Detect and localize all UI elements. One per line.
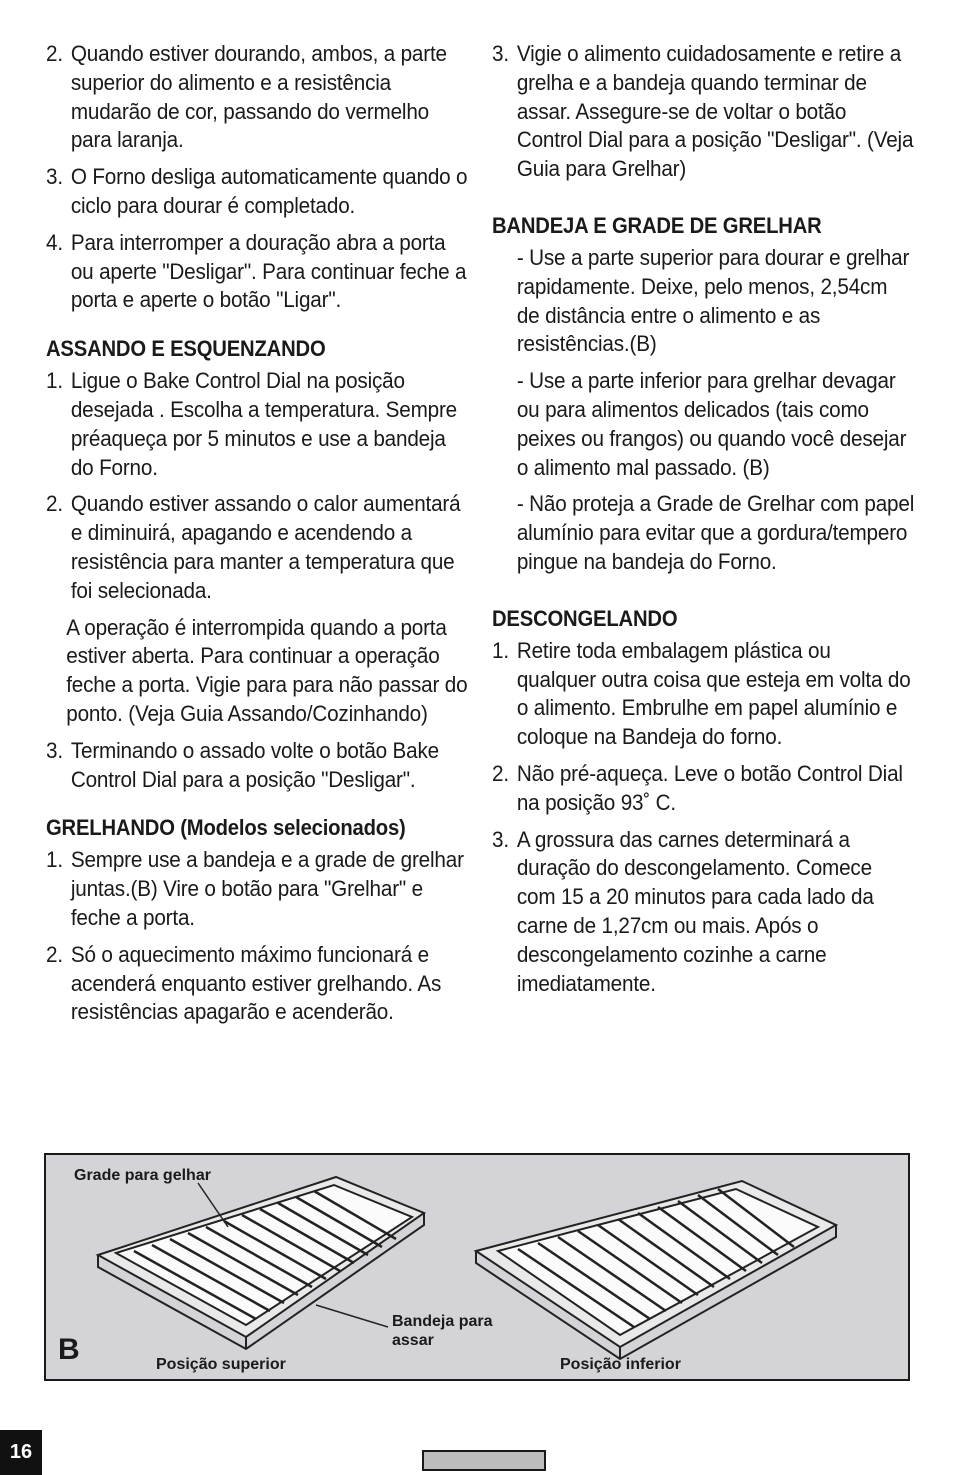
label-bandeja-line2: assar <box>392 1332 434 1349</box>
list-item: - Use a parte superior para dourar e grelhar rapidamente. Deixe, pelo menos, 2,54cm de distância entre o alimento e as resistências.(B) <box>516 244 910 357</box>
item-number: 2. <box>46 941 63 967</box>
list-item <box>46 40 469 155</box>
right-column <box>492 40 915 1006</box>
item-text: Vigie o alimento cuidadosamente e retire a grelha e a bandeja quando terminar de assar. Assegure-se de voltar o botão Control Dial para a posição "Desligar". (Veja Guia para Grelhar) <box>516 41 914 182</box>
label-posicao-superior: Posição superior <box>156 1356 286 1373</box>
label-grade: Grade para gelhar <box>74 1167 211 1184</box>
section-heading-assando: ASSANDO E ESQUENZANDO <box>46 336 326 362</box>
item-text: Sempre use a bandeja e a grade de grelhar juntas.(B) Vire o botão para "Grelhar" e feche a porta. <box>70 847 464 930</box>
list-item <box>492 40 915 184</box>
section-heading-grelhando: GRELHANDO (Modelos selecionados) <box>46 815 406 841</box>
assando-note: A operação é interrompida quando a porta estiver aberta. Para continuar a operação feche a porta. Vigie para para não passar do ponto. (Veja Guia Assando/Cozinhando) <box>66 614 468 726</box>
item-text: O Forno desliga automaticamente quando o ciclo para dourar é completado. <box>70 164 468 218</box>
list-item <box>492 637 915 752</box>
item-text: Ligue o Bake Control Dial na posição desejada . Escolha a temperatura. Sempre préaqueça por 5 minutos e use a bandeja do Forno. <box>70 368 458 480</box>
figure-letter: B <box>58 1333 80 1366</box>
list-item: - Não proteja a Grade de Grelhar com papel alumínio para evitar que a gordura/tempero pingue na bandeja do Forno. <box>516 491 915 574</box>
section-heading-descongelando: DESCONGELANDO <box>492 605 678 631</box>
item-text: Quando estiver dourando, ambos, a parte superior do alimento e a resistência mudarão de cor, passando do vermelho para laranja. <box>70 41 447 153</box>
item-text: Só o aquecimento máximo funcionará e acenderá enquanto estiver grelhando. As resistências apagarão e acenderão. <box>70 941 442 1025</box>
left-column <box>46 40 469 1035</box>
page-number: 16 <box>0 1430 42 1475</box>
item-number: 3. <box>46 737 63 763</box>
section-heading-bandeja: BANDEJA E GRADE DE GRELHAR <box>492 212 822 238</box>
list-item <box>46 846 469 932</box>
item-number: 2. <box>46 491 63 517</box>
bottom-marker-box <box>422 1450 546 1471</box>
figure-broil-rack <box>44 1153 910 1381</box>
item-number: 3. <box>46 164 63 190</box>
item-text: Quando estiver assando o calor aumentará e diminuirá, apagando e acendendo a resistência para manter a temperatura que foi selecionada. <box>70 491 461 603</box>
list-item <box>492 760 915 818</box>
item-number: 2. <box>46 41 63 66</box>
list-item: - Use a parte inferior para grelhar devagar ou para alimentos delicados (tais como peixes ou frangos) ou quando você desejar o alimento mal passado. (B) <box>516 368 907 480</box>
list-item <box>46 737 469 795</box>
rack-inferior-illustration <box>476 1181 836 1359</box>
list-item <box>46 367 469 482</box>
label-bandeja-line1: Bandeja para <box>392 1313 493 1330</box>
item-number: 2. <box>492 760 509 786</box>
list-item <box>46 163 469 221</box>
item-text: Não pré-aqueça. Leve o botão Control Dial na posição 93˚ C. <box>516 760 903 815</box>
item-number: 1. <box>492 637 509 663</box>
list-item <box>46 490 469 605</box>
label-posicao-inferior: Posição inferior <box>560 1356 681 1373</box>
item-text: Retire toda embalagem plástica ou qualquer outra coisa que esteja em volta do o alimento. Embrulhe em papel alumínio e coloque na Bandeja do forno. <box>516 637 911 750</box>
item-number: 4. <box>46 229 63 255</box>
leader-line-bandeja <box>316 1305 388 1327</box>
item-number: 3. <box>492 826 509 852</box>
item-number: 1. <box>46 847 63 873</box>
list-item <box>46 229 469 315</box>
list-item <box>46 941 469 1027</box>
item-number: 3. <box>492 41 509 66</box>
item-text: Terminando o assado volte o botão Bake Control Dial para a posição "Desligar". <box>70 737 439 792</box>
item-text: A grossura das carnes determinará a duração do descongelamento. Comece com 15 a 20 minutos para cada lado da carne de 1,27cm ou mais. Após o descongelamento cozinhe a carne imediatamente. <box>516 826 874 996</box>
broil-rack-illustration <box>46 1155 908 1379</box>
list-item <box>492 826 915 999</box>
item-text: Para interromper a douração abra a porta ou aperte "Desligar". Para continuar feche a porta e aperte o botão "Ligar". <box>70 229 467 313</box>
item-number: 1. <box>46 368 63 394</box>
